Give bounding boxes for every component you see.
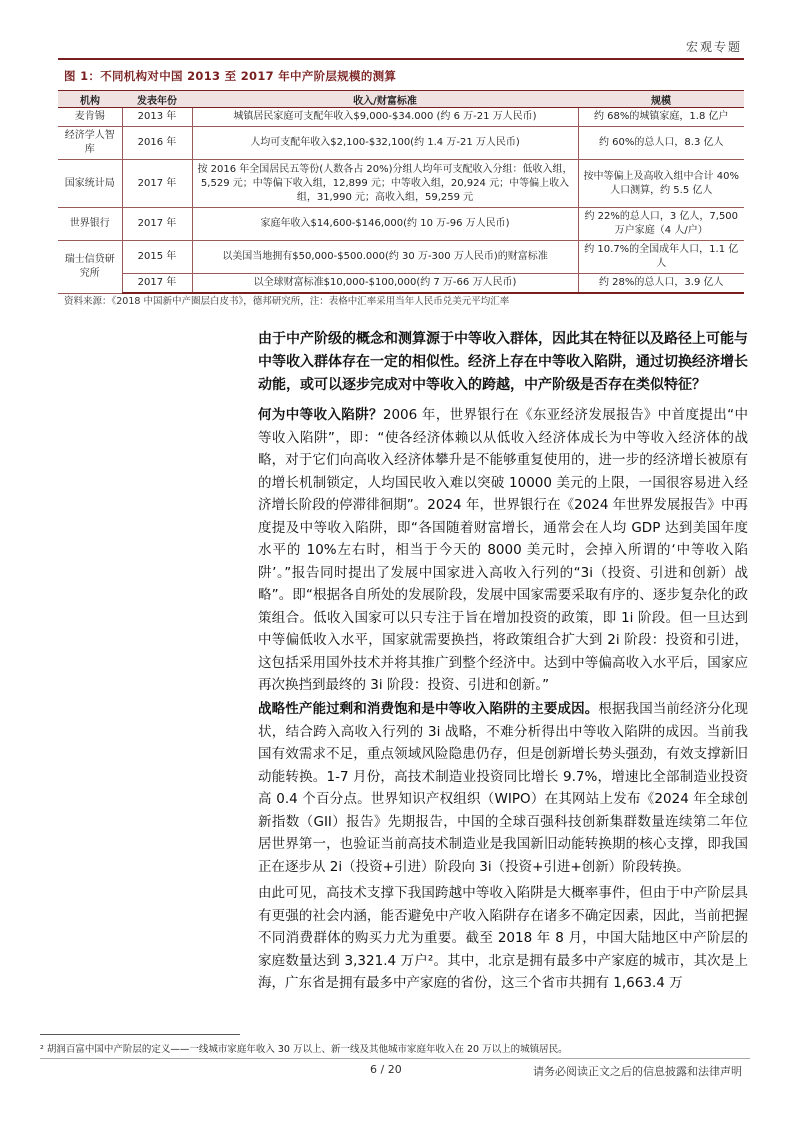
table-cell-org: 麦肯锡 (58, 108, 122, 127)
table-cell-scale: 约 10.7%的全国成年人口，1.1 亿人 (578, 241, 744, 274)
table-row (58, 160, 744, 208)
table-row (58, 241, 744, 274)
table-cell-org: 经济学人智库 (58, 127, 122, 160)
table-cell-year: 2017 年 (122, 208, 192, 241)
footnote: ² 胡润百富中国中产阶层的定义——一线城市家庭年收入 30 万以上、新一线及其他城市家庭年收入在 20 万以上的城镇居民。 (40, 1044, 568, 1055)
table-cell-standard: 城镇居民家庭可支配年收入$9,000-$34.000 (约 6 万-21 万人民币) (192, 108, 578, 127)
paragraph-causes (258, 698, 748, 878)
intro-paragraph: 由于中产阶级的概念和测算源于中等收入群体，因此其在特征以及路径上可能与中等收入群体存在一定的相似性。经济上存在中等收入陷阱，通过切换经济增长动能，或可以逐步完成对中等收入的跨越，中产阶级是否存在类似特征？ (258, 331, 748, 393)
footnote-rule (40, 1034, 240, 1035)
footer-disclaimer: 请务必阅读正文之后的信息披露和法律声明 (533, 1065, 742, 1078)
table-cell-standard: 以美国当地拥有$50,000-$500.000(约 30 万-300 万人民币)的财富标准 (192, 241, 578, 274)
table-header-cell: 发表年份 (122, 91, 192, 108)
footer-rule (40, 1058, 750, 1059)
table-header-cell: 机构 (58, 91, 122, 108)
table-cell-scale: 约 60%的总人口，8.3 亿人 (578, 127, 744, 160)
paragraph-conclusion: 由此可见，高技术支撑下我国跨越中等收入陷阱是大概率事件，但由于中产阶层具有更强的社会内涵，能否避免中产收入陷阱存在诸多不确定因素，因此，当前把握不同消费群体的购买力尤为重要。截至 2018 年 8 月，中国大陆地区中产阶层的家庭数量达到 3,321.4 万户²。其中，北京是拥有最多中产家庭的城市，其次是上海，广东省是拥有最多中产家庭的省份，这三个省市共拥有 1,663.4 万 (258, 885, 748, 991)
table-header-cell: 规模 (578, 91, 744, 108)
table-source-note: 资料来源：《2018 中国新中产圈层白皮书》，德邦研究所，注：表格中汇率采用当年人民币兑美元平均汇率 (64, 296, 510, 307)
table-cell-standard: 以全球财富标准$10,000-$100,000(约 7 万-66 万人民币) (192, 274, 578, 294)
table-cell-standard: 家庭年收入$14,600-$146,000(约 10 万-96 万人民币) (192, 208, 578, 241)
header-title: 宏观专题 (685, 40, 742, 54)
table-row (58, 108, 744, 127)
data-table (58, 90, 744, 294)
table-cell-standard: 按 2016 年全国居民五等份(人数各占 20%)分组人均年可支配收入分组：低收入组，5,529 元；中等偏下收入组，12,899 元；中等收入组，20,924 元；中等偏上收入组，31,990 元；高收入组，59,259 元 (192, 160, 578, 208)
table-row (58, 127, 744, 160)
paragraph-text: 2006 年，世界银行在《东亚经济发展报告》中首度提出“中等收入陷阱”，即：“使各经济体赖以从低收入经济体成长为中等收入经济体的战略，对于它们向高收入经济体攀升是不能够重复使用的，进一步的经济增长被原有的增长机制锁定，人均国民收入难以突破 10000 美元的上限，一国很容易进入经济增长阶段的停滞徘徊期”。2024 年，世界银行在《2024 年世界发展报告》中再度提及中等收入陷阱，即“各国随着财富增长，通常会在人均 GDP 达到美国年度水平的 10%左右时，相当于今天的 8000 美元时，会掉入所谓的‘中等收入陷阱’。”报告同时提出了发展中国家进入高收入行列的“3i（投资、引进和创新）战略”。即“根据各自所处的发展阶段，发展中国家需要采取有序的、逐步复杂化的政策组合。低收入国家可以只专注于旨在增加投资的政策，即 1i 阶段。但一旦达到中等偏低收入水平，国家就需要换挡，将政策组合扩大到 2i 阶段：投资和引进，这包括采用国外技术并将其推广到整个经济中。达到中等偏高收入水平后，国家应再次换挡到最终的 3i 阶段：投资、引进和创新。” (258, 407, 748, 693)
table-header-row (58, 91, 744, 108)
table-cell-year: 2013 年 (122, 108, 192, 127)
page-number: 6 / 20 (370, 1063, 402, 1076)
table-cell-org: 国家统计局 (58, 160, 122, 208)
table-cell-year: 2017 年 (122, 160, 192, 208)
table-header-cell: 收入/财富标准 (192, 91, 578, 108)
table-row (58, 208, 744, 241)
paragraph-text: 根据我国当前经济分化现状，结合跨入高收入行列的 3i 战略，不难分析得出中等收入陷阱的成因。当前我国有效需求不足，重点领域风险隐患仍存，但是创新增长势头强劲，有效支撑新旧动能转换。1-7 月份，高技术制造业投资同比增长 9.7%，增速比全部制造业投资高 0.4 个百分点。世界知识产权组织（WIPO）在其网站上发布《2024 年全球创新指数（GII）报告》先期报告，中国的全球百强科技创新集群数量连续第二年位居世界第一，也验证当前高技术制造业是我国新旧动能转换期的核心支撑，即我国正在逐步从 2i（投资+引进）阶段向 3i（投资+引进+创新）阶段转换。 (258, 701, 749, 875)
table-cell-standard: 人均可支配年收入$2,100-$32,100(约 1.4 万-21 万人民币) (192, 127, 578, 160)
table-cell-scale: 约 22%的总人口，3 亿人，7,500 万户家庭（4 人/户） (578, 208, 744, 241)
paragraph-middle-income-trap (258, 404, 748, 697)
table-cell-year: 2016 年 (122, 127, 192, 160)
table-cell-scale: 约 68%的城镇家庭，1.8 亿户 (578, 108, 744, 127)
header-rule (58, 58, 744, 60)
table-row (58, 274, 744, 294)
table-cell-org: 世界银行 (58, 208, 122, 241)
paragraph-lead: 何为中等收入陷阱？ (258, 407, 383, 423)
table-cell-year: 2015 年 (122, 241, 192, 274)
figure-title: 图 1：不同机构对中国 2013 至 2017 年中产阶层规模的测算 (64, 69, 397, 83)
table-cell-year: 2017 年 (122, 274, 192, 294)
table-cell-org: 瑞士信贷研究所 (58, 241, 122, 294)
paragraph-lead: 战略性产能过剩和消费饱和是中等收入陷阱的主要成因。 (258, 701, 599, 717)
table-cell-scale: 约 28%的总人口，3.9 亿人 (578, 274, 744, 294)
table-cell-scale: 按中等偏上及高收入组中合计 40%人口测算，约 5.5 亿人 (578, 160, 744, 208)
